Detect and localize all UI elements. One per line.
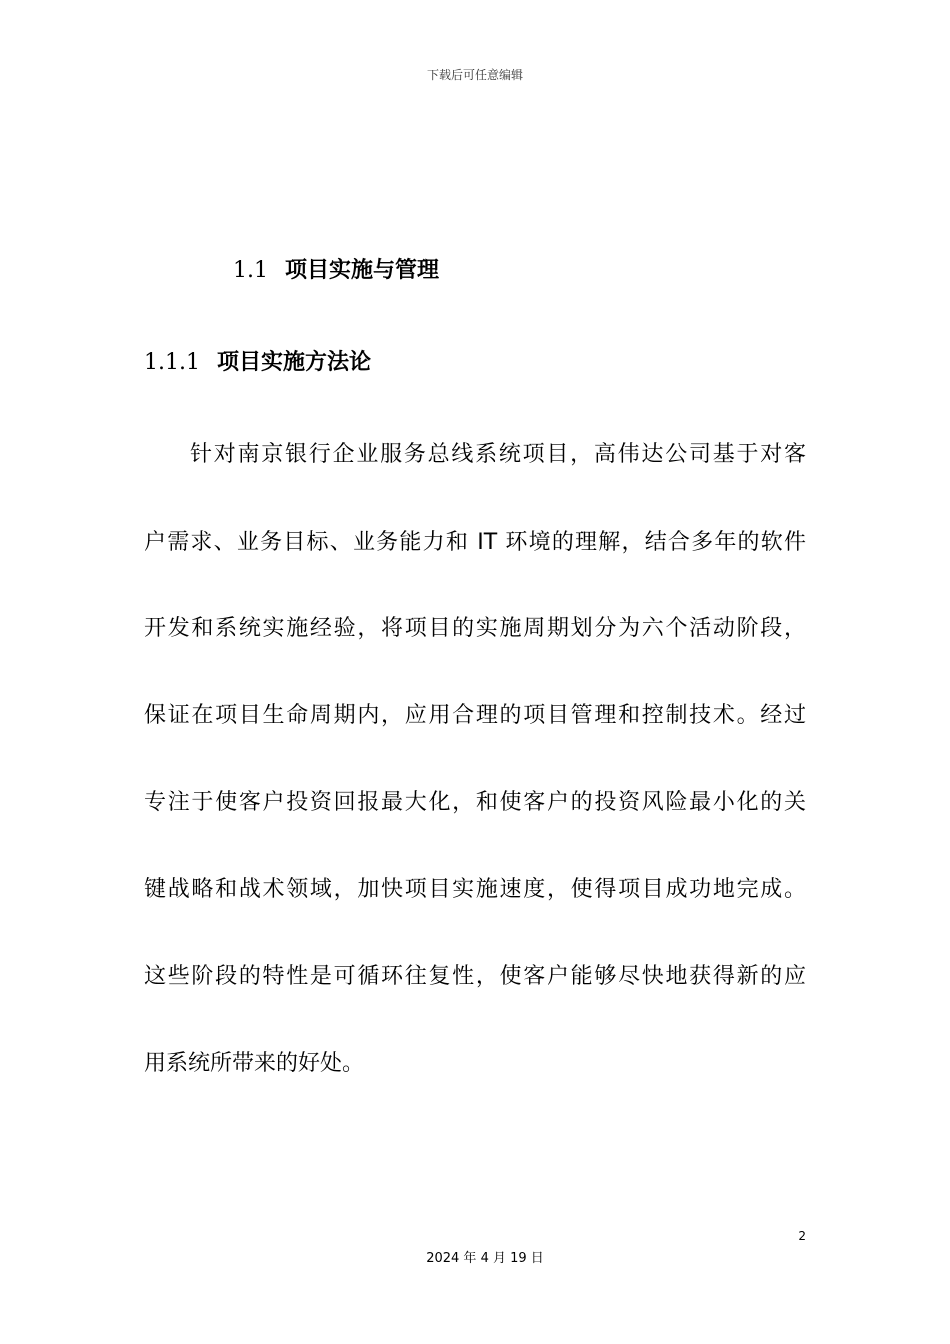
section-title: 项目实施与管理 [285,258,440,283]
paragraph-line: 这些阶段的特性是可循环往复性，使客户能够尽快地获得新的应 [144,964,806,989]
paragraph-line: 用系统所带来的好处。 [144,1051,365,1076]
subsection-number: 1.1.1 [144,350,200,375]
paragraph-line: 保证在项目生命周期内，应用合理的项目管理和控制技术。经过 [144,703,806,728]
paragraph-line: 针对南京银行企业服务总线系统项目，高伟达公司基于对客 [190,442,806,467]
paragraph-line: 户需求、业务目标、业务能力和 IT 环境的理解，结合多年的软件 [144,530,806,555]
page-number: 2 [798,1229,806,1243]
subsection-title: 项目实施方法论 [216,350,371,375]
section-number: 1.1 [233,258,268,283]
subsection-heading [144,345,371,376]
header-note: 下载后可任意编辑 [426,68,523,82]
paragraph-line: 键战略和战术领域，加快项目实施速度，使得项目成功地完成。 [144,877,806,902]
section-heading [233,253,439,284]
paragraph-line: 开发和系统实施经验，将项目的实施周期划分为六个活动阶段， [144,616,806,641]
footer-date: 2024 年 4 月 19 日 [426,1251,544,1266]
paragraph-line: 专注于使客户投资回报最大化，和使客户的投资风险最小化的关 [144,790,806,815]
